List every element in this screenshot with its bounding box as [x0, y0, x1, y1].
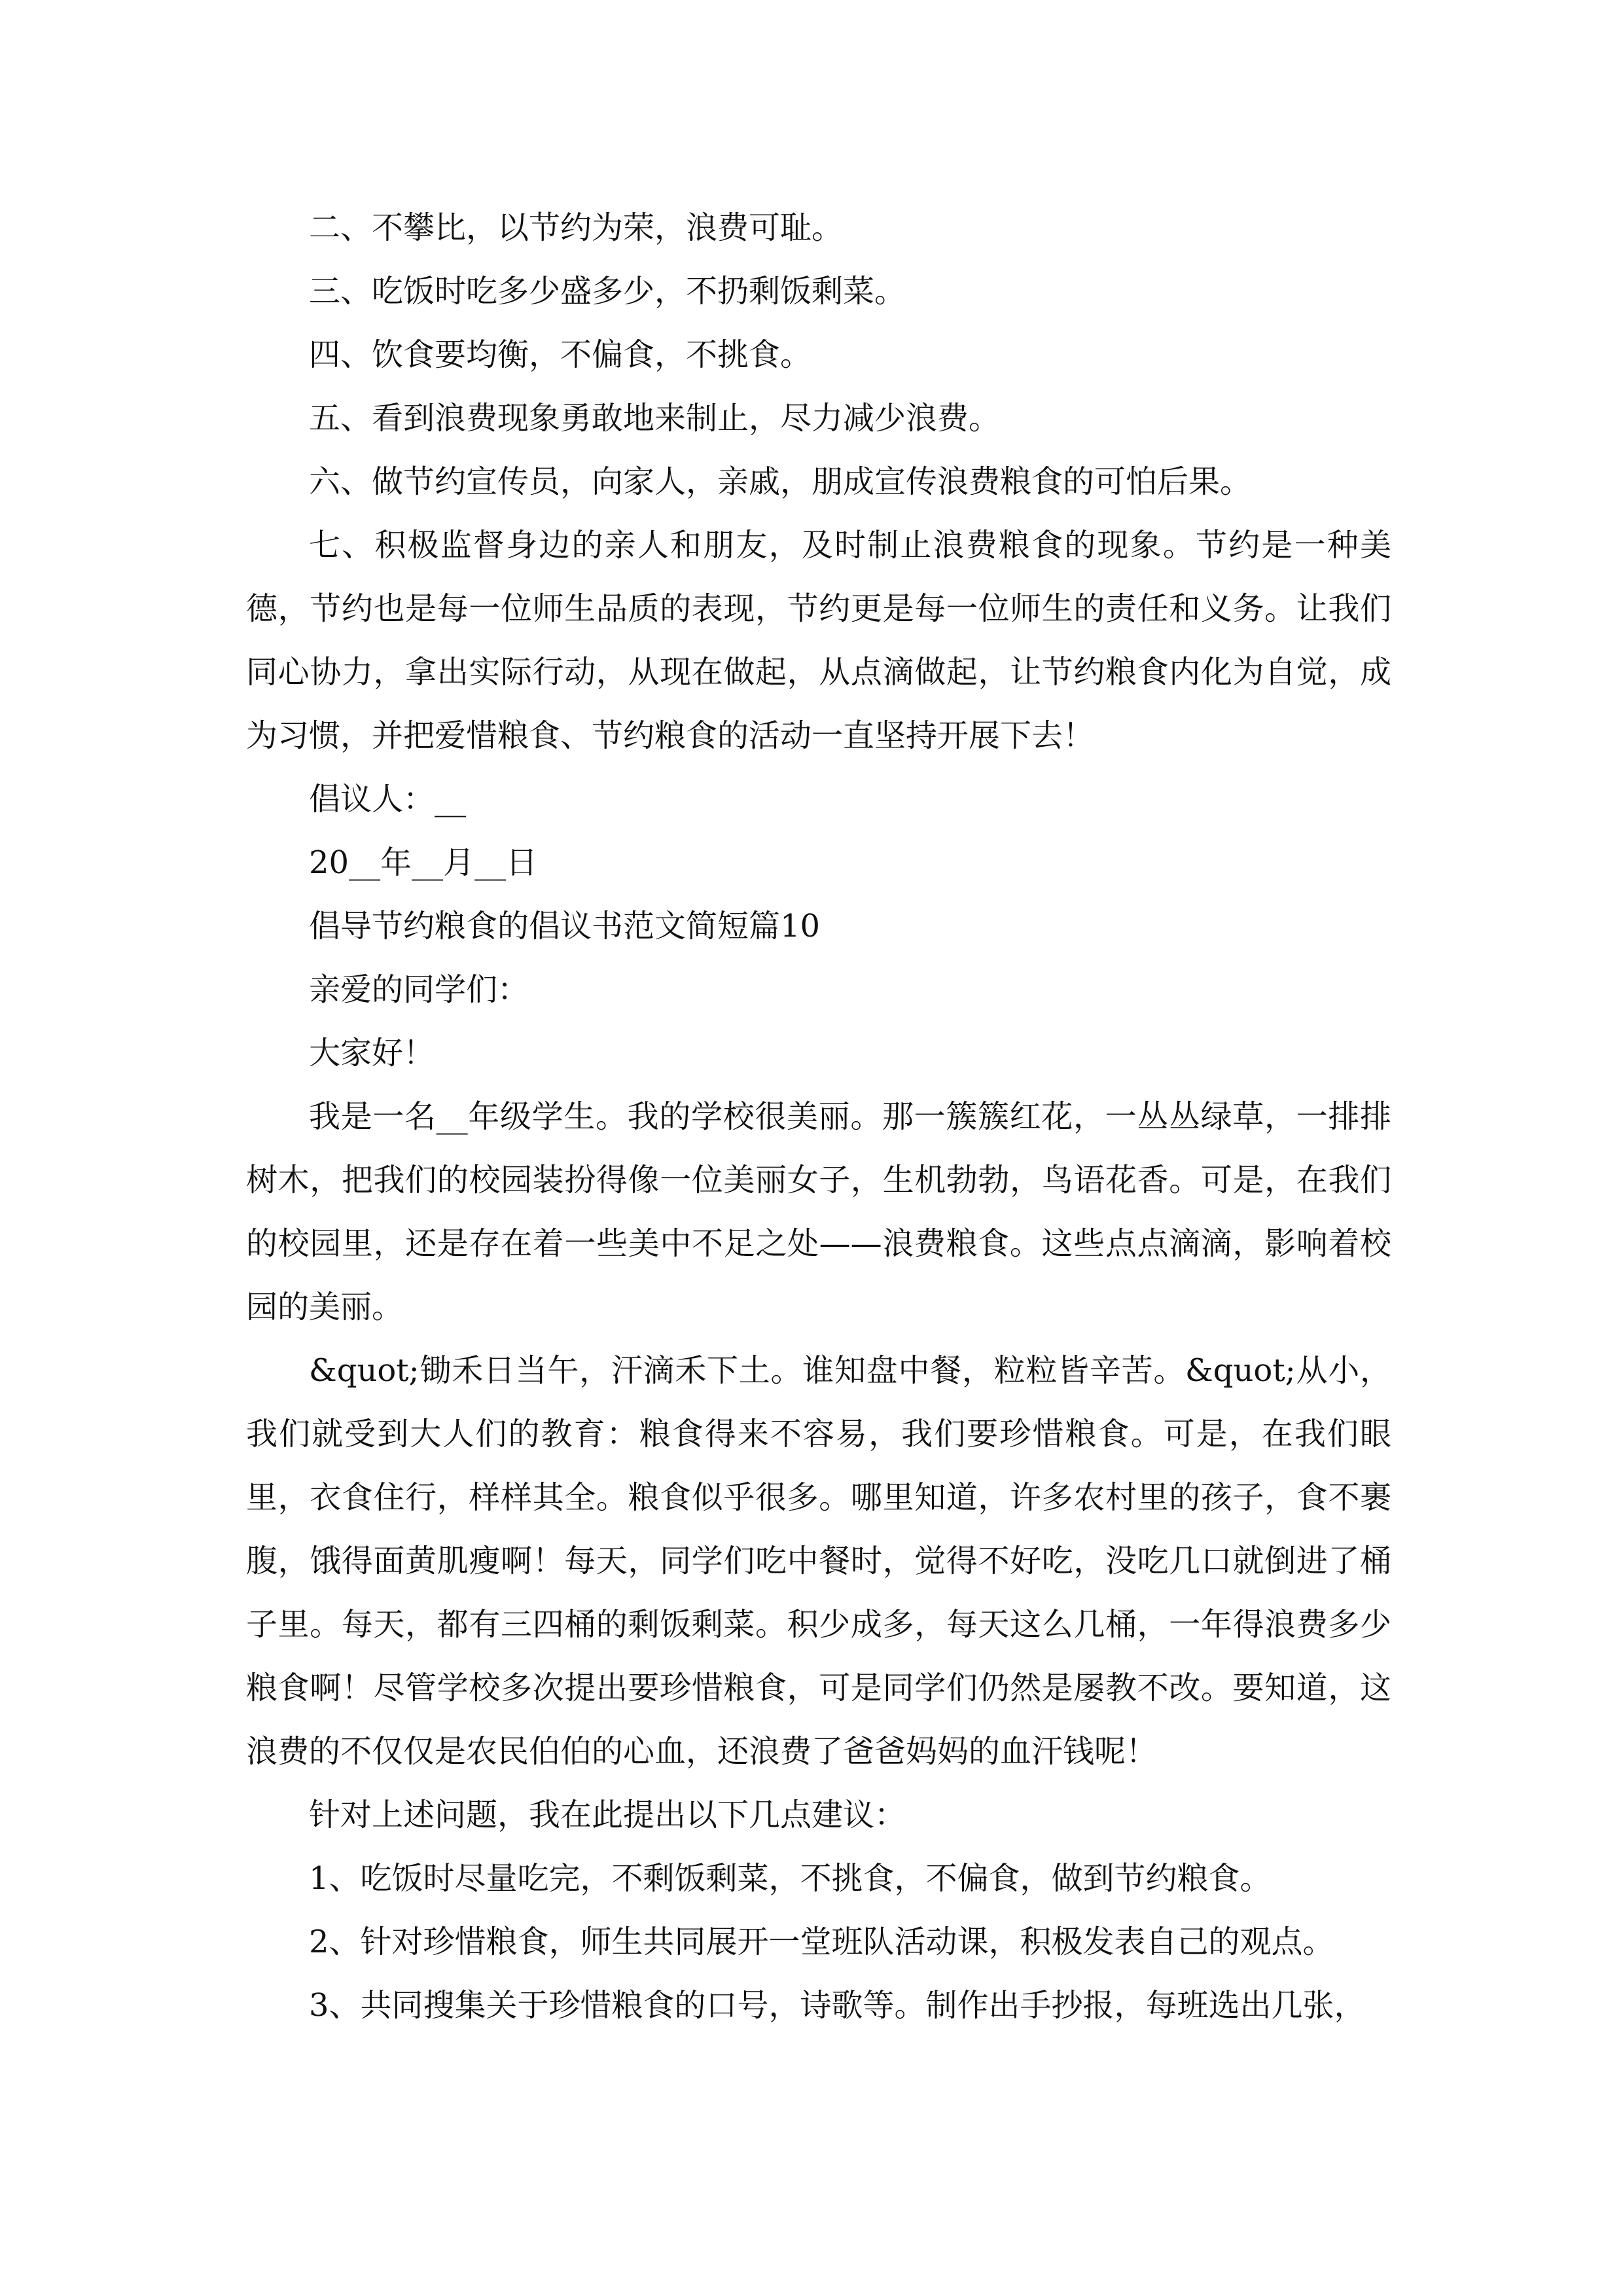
date-line: 20__年__月__日	[309, 844, 538, 881]
paragraph-item-6: 六、做节约宣传员，向家人，亲戚，朋成宣传浪费粮食的可怕后果。	[309, 463, 1252, 500]
document-body	[246, 196, 1391, 2037]
greeting: 大家好！	[309, 1035, 435, 1071]
body-paragraph-poem: &quot;锄禾日当午，汗滴禾下土。谁知盘中餐，粒粒皆辛苦。&quot;从小，我们就受到大人们的教育：粮食得来不容易，我们要珍惜粮食。可是，在我们眼里，衣食住行，样样其全。粮食似乎很多。哪里知道，许多农村里的孩子，食不裹腹，饿得面黄肌瘦啊！每天，同学们吃中餐时，觉得不好吃，没吃几口就倒进了桶子里。每天，都有三四桶的剩饭剩菜。积少成多，每天这么几桶，一年得浪费多少粮食啊！尽管学校多次提出要珍惜粮食，可是同学们仍然是屡教不改。要知道，这浪费的不仅仅是农民伯伯的心血，还浪费了爸爸妈妈的血汗钱呢！	[246, 1352, 1391, 1770]
section-title: 倡导节约粮食的倡议书范文简短篇10	[309, 908, 821, 944]
body-paragraph-intro: 我是一名__年级学生。我的学校很美丽。那一簇簇红花，一丛丛绿草，一排排树木，把我们的校园装扮得像一位美丽女子，生机勃勃，鸟语花香。可是，在我们的校园里，还是存在着一些美中不足之处——浪费粮食。这些点点滴滴，影响着校园的美丽。	[246, 1098, 1391, 1325]
paragraph-item-4: 四、饮食要均衡，不偏食，不挑食。	[309, 336, 812, 373]
suggestion-item-3: 3、共同搜集关于珍惜粮食的口号，诗歌等。制作出手抄报，每班选出几张，	[309, 1987, 1366, 2024]
suggestions-intro: 针对上述问题，我在此提出以下几点建议：	[309, 1797, 906, 1833]
paragraph-item-5: 五、看到浪费现象勇敢地来制止，尽力减少浪费。	[309, 400, 1001, 437]
proposer-line: 倡议人：__	[309, 781, 467, 817]
salutation: 亲爱的同学们：	[309, 971, 529, 1008]
suggestion-item-1: 1、吃饭时尽量吃完，不剩饭剩菜，不挑食，不偏食，做到节约粮食。	[309, 1860, 1272, 1897]
paragraph-item-2: 二、不攀比，以节约为荣，浪费可耻。	[309, 209, 844, 246]
suggestion-item-2: 2、针对珍惜粮食，师生共同展开一堂班队活动课，积极发表自己的观点。	[309, 1924, 1334, 1960]
paragraph-item-7: 七、积极监督身边的亲人和朋友，及时制止浪费粮食的现象。节约是一种美德，节约也是每一位师生品质的表现，节约更是每一位师生的责任和义务。让我们同心协力，拿出实际行动，从现在做起，从点滴做起，让节约粮食内化为自觉，成为习惯，并把爱惜粮食、节约粮食的活动一直坚持开展下去！	[246, 527, 1391, 754]
paragraph-item-3: 三、吃饭时吃多少盛多少，不扔剩饭剩菜。	[309, 273, 906, 310]
